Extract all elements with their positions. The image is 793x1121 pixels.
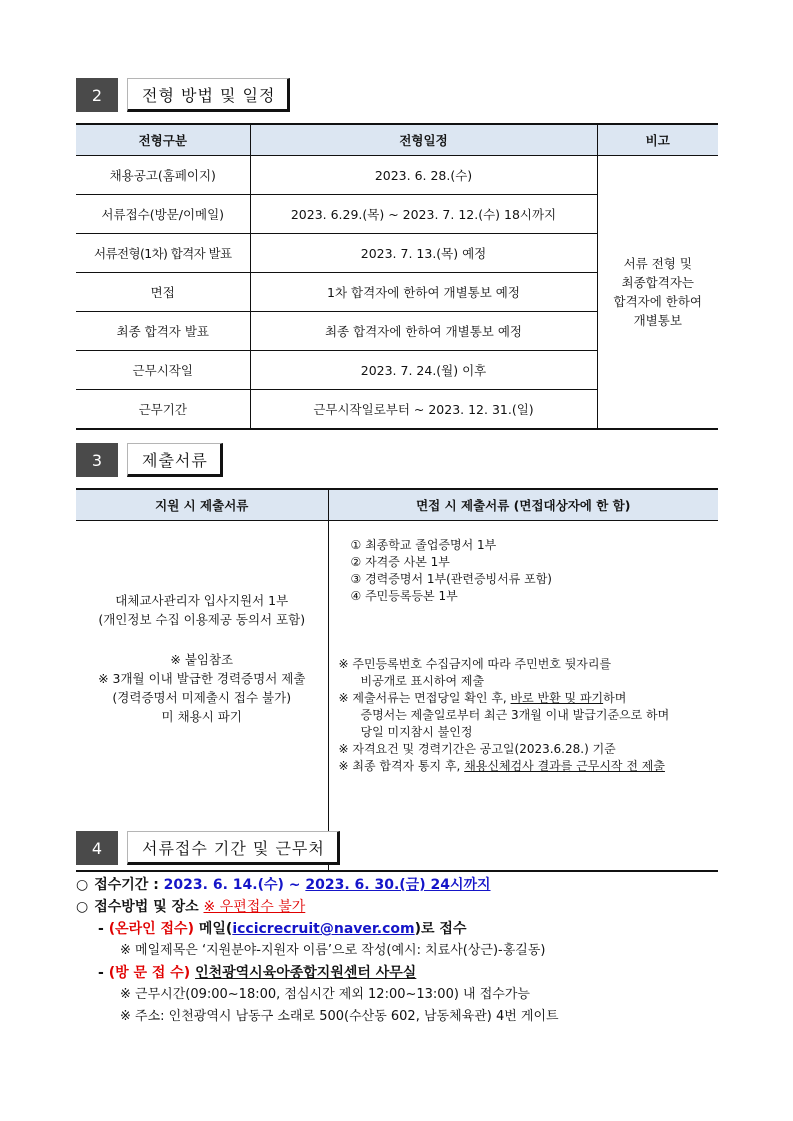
doc-line: (개인정보 수집 이용제공 동의서 포함) bbox=[98, 612, 306, 627]
method-line: ○ 접수방법 및 장소 ※ 우편접수 불가 bbox=[76, 899, 306, 915]
section-number: 2 bbox=[76, 78, 118, 112]
remark-line: 개별통보 bbox=[633, 313, 682, 328]
table-header: 비고 bbox=[597, 124, 718, 156]
remark-line: 최종합격자는 bbox=[621, 275, 694, 290]
list-item: ② 자격증 사본 1부 bbox=[350, 555, 450, 569]
doc-note: (경력증명서 미제출시 접수 불가) bbox=[112, 690, 292, 705]
visit-line: - (방 문 접 수) 인천광역시육아종합지원센터 사무실 bbox=[98, 965, 417, 981]
doc-note: ※ 제출서류는 면접당일 확인 후, 바로 반환 및 파기하며 bbox=[338, 691, 627, 705]
interview-docs-cell bbox=[328, 521, 718, 872]
period-line: ○ 접수기간 : 2023. 6. 14.(수) ~ 2023. 6. 30.(금) 24시까지 bbox=[76, 877, 491, 893]
remark-line: 합격자에 한하여 bbox=[613, 294, 702, 309]
table-row bbox=[76, 521, 718, 872]
stage-cell: 최종 합격자 발표 bbox=[76, 312, 250, 351]
stage-cell: 서류전형(1차) 합격자 발표 bbox=[76, 234, 250, 273]
section-number: 4 bbox=[76, 831, 118, 865]
table-header: 지원 시 제출서류 bbox=[76, 489, 328, 521]
doc-note: 미 채용시 파기 bbox=[161, 709, 242, 724]
table-row bbox=[76, 156, 718, 195]
stage-cell: 서류접수(방문/이메일) bbox=[76, 195, 250, 234]
doc-note: ※ 주민등록번호 수집금지에 따라 주민번호 뒷자리를 bbox=[338, 657, 612, 671]
schedule-cell: 2023. 7. 13.(목) 예정 bbox=[250, 234, 597, 273]
section-2-heading bbox=[76, 78, 290, 112]
schedule-cell: 2023. 6. 28.(수) bbox=[250, 156, 597, 195]
online-line: - (온라인 접수) 메일(iccicrecruit@naver.com)로 접수 bbox=[98, 921, 467, 937]
schedule-cell: 근무시작일로부터 ~ 2023. 12. 31.(일) bbox=[250, 390, 597, 430]
doc-note: ※ 자격요건 및 경력기간은 공고일(2023.6.28.) 기준 bbox=[338, 742, 616, 756]
table-header: 전형일정 bbox=[250, 124, 597, 156]
stage-cell: 근무시작일 bbox=[76, 351, 250, 390]
section-3-heading bbox=[76, 443, 223, 477]
schedule-cell: 1차 합격자에 한하여 개별통보 예정 bbox=[250, 273, 597, 312]
address-note: ※ 주소: 인천광역시 남동구 소래로 500(수산동 602, 남동체육관) 4번 게이트 bbox=[120, 1009, 559, 1024]
doc-line: 대체교사관리자 입사지원서 1부 bbox=[115, 593, 289, 608]
stage-cell: 채용공고(홈페이지) bbox=[76, 156, 250, 195]
doc-note: ※ 붙임참조 bbox=[170, 652, 234, 667]
doc-note: 비공개로 표시하여 제출 bbox=[360, 674, 485, 688]
table-header: 전형구분 bbox=[76, 124, 250, 156]
list-item: ④ 주민등록등본 1부 bbox=[350, 589, 458, 603]
schedule-cell: 2023. 7. 24.(월) 이후 bbox=[250, 351, 597, 390]
stage-cell: 면접 bbox=[76, 273, 250, 312]
section-title: 전형 방법 및 일정 bbox=[127, 78, 290, 112]
submission-info bbox=[76, 874, 726, 1028]
application-docs-cell bbox=[76, 521, 328, 872]
section-title: 서류접수 기간 및 근무처 bbox=[127, 831, 340, 865]
stage-cell: 근무기간 bbox=[76, 390, 250, 430]
online-note: ※ 메일제목은 ‘지원분야-지원자 이름’으로 작성(예시: 치료사(상근)-홍길동) bbox=[120, 943, 546, 958]
doc-note: ※ 최종 합격자 통지 후, 채용신체검사 결과를 근무시작 전 제출 bbox=[338, 759, 665, 773]
schedule-cell: 최종 합격자에 한하여 개별통보 예정 bbox=[250, 312, 597, 351]
table-header: 면접 시 제출서류 (면접대상자에 한 함) bbox=[328, 489, 718, 521]
schedule-cell: 2023. 6.29.(목) ~ 2023. 7. 12.(수) 18시까지 bbox=[250, 195, 597, 234]
doc-note: ※ 3개월 이내 발급한 경력증명서 제출 bbox=[98, 671, 306, 686]
section-number: 3 bbox=[76, 443, 118, 477]
schedule-table bbox=[76, 123, 718, 430]
doc-note: 증명서는 제출일로부터 최근 3개월 이내 발급기준으로 하며 bbox=[360, 708, 670, 722]
section-4-heading bbox=[76, 831, 340, 865]
section-title: 제출서류 bbox=[127, 443, 223, 477]
visit-note: ※ 근무시간(09:00~18:00, 점심시간 제외 12:00~13:00) 내 접수가능 bbox=[120, 987, 530, 1002]
documents-table bbox=[76, 488, 718, 872]
remark-cell bbox=[597, 156, 718, 430]
list-item: ① 최종학교 졸업증명서 1부 bbox=[350, 538, 497, 552]
doc-note: 당일 미지참시 불인정 bbox=[360, 725, 473, 739]
list-item: ③ 경력증명서 1부(관련증빙서류 포함) bbox=[350, 572, 552, 586]
remark-line: 서류 전형 및 bbox=[623, 256, 692, 271]
email-link[interactable]: iccicrecruit@naver.com bbox=[232, 921, 415, 937]
